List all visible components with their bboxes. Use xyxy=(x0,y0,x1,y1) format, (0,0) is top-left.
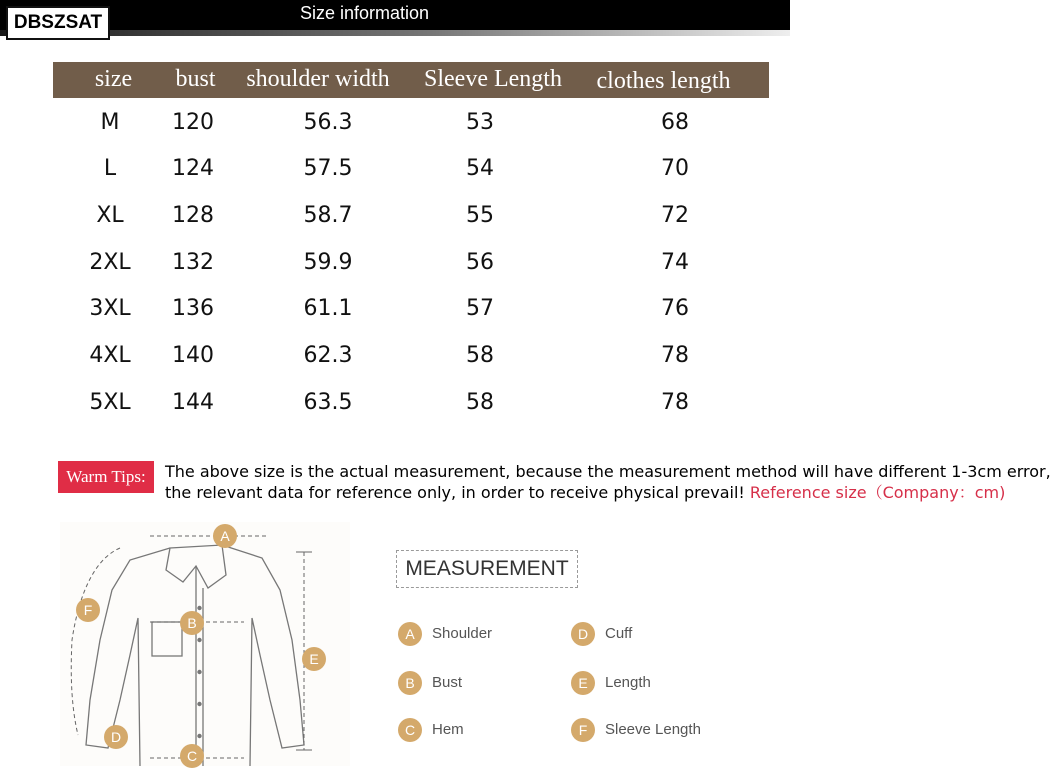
marker-b: B xyxy=(180,611,204,635)
shoulder-width-cell: 57.5 xyxy=(303,156,353,181)
legend-label: Length xyxy=(605,674,651,691)
reference-size-note: Reference size（Company：cm) xyxy=(749,483,1006,502)
sleeve-length-cell: 56 xyxy=(466,250,494,275)
bust-cell: 140 xyxy=(172,343,214,368)
sleeve-length-cell: 57 xyxy=(466,296,494,321)
sleeve-length-cell: 55 xyxy=(466,203,494,228)
legend-label: Sleeve Length xyxy=(605,721,701,738)
clothes-length-cell: 76 xyxy=(661,296,689,321)
column-header-bust: bust xyxy=(175,66,216,92)
marker-c: C xyxy=(180,744,204,768)
size-cell: 4XL xyxy=(89,343,131,368)
measurement-title: MEASUREMENT xyxy=(396,550,578,588)
clothes-length-cell: 72 xyxy=(661,203,689,228)
sleeve-length-cell: 58 xyxy=(466,390,494,415)
legend-label: Bust xyxy=(432,674,463,691)
marker-d: D xyxy=(104,725,128,749)
bust-cell: 120 xyxy=(172,110,214,135)
size-cell: M xyxy=(100,110,120,135)
size-cell: 5XL xyxy=(89,390,131,415)
legend-label: Shoulder xyxy=(432,625,493,642)
clothes-length-cell: 68 xyxy=(661,110,689,135)
bust-cell: 144 xyxy=(172,390,214,415)
warm-tips-badge: Warm Tips: xyxy=(58,461,154,493)
clothes-length-cell: 74 xyxy=(661,250,689,275)
clothes-length-cell: 70 xyxy=(661,156,689,181)
tips-line-1: The above size is the actual measurement, because the measurement method will have different 1-3cm error, xyxy=(165,462,1051,481)
shoulder-width-cell: 62.3 xyxy=(303,343,353,368)
shoulder-width-cell: 59.9 xyxy=(303,250,353,275)
legend-label: Cuff xyxy=(605,625,633,642)
shirt-pocket xyxy=(152,622,182,656)
legend-label: Hem xyxy=(432,721,464,738)
column-header-sleeve-length: Sleeve Length xyxy=(424,66,562,92)
brand-logo: DBSZSAT xyxy=(6,6,110,40)
legend-letter: A xyxy=(398,622,422,646)
shoulder-width-cell: 63.5 xyxy=(303,390,353,415)
legend-letter: E xyxy=(571,671,595,695)
marker-f: F xyxy=(76,598,100,622)
marker-a: A xyxy=(213,524,237,548)
size-cell: 2XL xyxy=(89,250,131,275)
legend-letter: F xyxy=(571,718,595,742)
marker-e: E xyxy=(302,647,326,671)
bust-cell: 124 xyxy=(172,156,214,181)
shoulder-width-cell: 58.7 xyxy=(303,203,353,228)
column-header-size: size xyxy=(94,66,133,92)
shirt-right-side xyxy=(222,545,304,766)
clothes-length-cell: 78 xyxy=(661,343,689,368)
shoulder-width-cell: 56.3 xyxy=(303,110,353,135)
clothes-length-cell: 78 xyxy=(661,390,689,415)
sleeve-length-cell: 58 xyxy=(466,343,494,368)
sleeve-length-cell: 54 xyxy=(466,156,494,181)
shoulder-width-cell: 61.1 xyxy=(303,296,353,321)
bust-cell: 128 xyxy=(172,203,214,228)
size-cell: XL xyxy=(96,203,124,228)
size-cell: L xyxy=(103,156,117,181)
shirt-left-side xyxy=(86,548,170,766)
legend-letter: C xyxy=(398,718,422,742)
size-cell: 3XL xyxy=(89,296,131,321)
sleeve-length-cell: 53 xyxy=(466,110,494,135)
legend-letter: B xyxy=(398,671,422,695)
legend-letter: D xyxy=(571,622,595,646)
column-header-clothes-length: clothes length xyxy=(596,68,731,94)
bust-cell: 132 xyxy=(172,250,214,275)
bust-cell: 136 xyxy=(172,296,214,321)
page-title: Size information xyxy=(300,3,430,23)
column-header-shoulder-width: shoulder width xyxy=(246,66,390,92)
tips-line-2-text: the relevant data for reference only, in order to receive physical prevail! xyxy=(165,483,745,502)
